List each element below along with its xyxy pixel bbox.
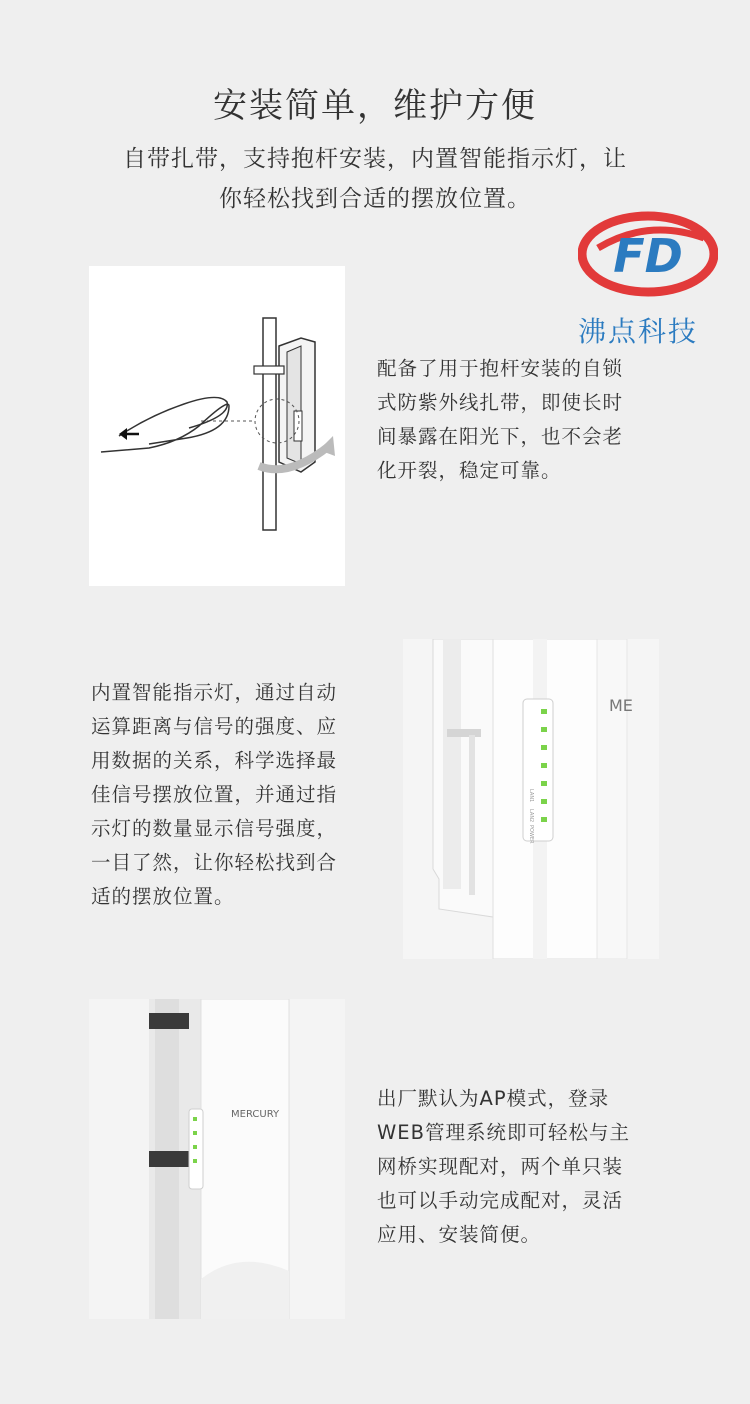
text-line: 内置智能指示灯，通过自动 bbox=[91, 681, 338, 704]
led-icon bbox=[193, 1117, 197, 1121]
led-icon bbox=[193, 1131, 197, 1135]
led-icon bbox=[541, 709, 547, 714]
subtitle-line-1: 自带扎带，支持抱杆安装，内置智能指示灯，让 bbox=[123, 146, 627, 172]
text-line: 适的摆放位置。 bbox=[91, 885, 235, 908]
led-icon bbox=[541, 745, 547, 750]
text-line: 间暴露在阳光下，也不会老 bbox=[377, 425, 624, 448]
device-brand: MERCURY bbox=[231, 1109, 280, 1120]
led-icon bbox=[193, 1159, 197, 1163]
text-line: WEB管理系统即可轻松与主 bbox=[377, 1121, 630, 1144]
subtitle-line-2: 你轻松找到合适的摆放位置。 bbox=[219, 186, 531, 212]
section-1-text bbox=[377, 352, 667, 488]
text-line: 网桥实现配对，两个单只装 bbox=[377, 1155, 624, 1178]
device-side-photo bbox=[89, 999, 345, 1319]
led-icon bbox=[541, 781, 547, 786]
led-icon bbox=[541, 817, 547, 822]
fd-logo-icon bbox=[578, 208, 718, 300]
strap-illustration bbox=[89, 266, 345, 586]
text-line: 式防紫外线扎带，即使长时 bbox=[377, 391, 624, 414]
led-indicator-photo bbox=[403, 639, 659, 959]
text-line: 也可以手动完成配对，灵活 bbox=[377, 1189, 624, 1212]
page-title: 安装简单，维护方便 bbox=[213, 86, 537, 126]
text-line: 用数据的关系，科学选择最 bbox=[91, 749, 338, 772]
led-icon bbox=[193, 1145, 197, 1149]
led-icon bbox=[541, 727, 547, 732]
section-3-text bbox=[377, 1082, 673, 1252]
section-2-text bbox=[91, 676, 383, 914]
brand-name: 沸点科技 bbox=[578, 315, 699, 348]
led-icon bbox=[541, 763, 547, 768]
text-line: 化开裂，稳定可靠。 bbox=[377, 459, 562, 482]
text-line: 应用、安装简便。 bbox=[377, 1223, 542, 1246]
text-line: 示灯的数量显示信号强度， bbox=[91, 817, 338, 840]
led-icon bbox=[541, 799, 547, 804]
text-line: 出厂默认为AP模式，登录 bbox=[377, 1087, 610, 1110]
device-brand-partial: ME bbox=[609, 696, 633, 715]
text-line: 运算距离与信号的强度、应 bbox=[91, 715, 338, 738]
text-line: 佳信号摆放位置，并通过指 bbox=[91, 783, 338, 806]
text-line: 配备了用于抱杆安装的自锁 bbox=[377, 357, 624, 380]
led-label: LAN1 bbox=[528, 789, 534, 803]
text-line: 一目了然，让你轻松找到合 bbox=[91, 851, 338, 874]
led-label: POWER bbox=[528, 825, 534, 844]
logo-text: FD bbox=[613, 229, 683, 283]
led-label: LAN2 bbox=[528, 809, 534, 823]
